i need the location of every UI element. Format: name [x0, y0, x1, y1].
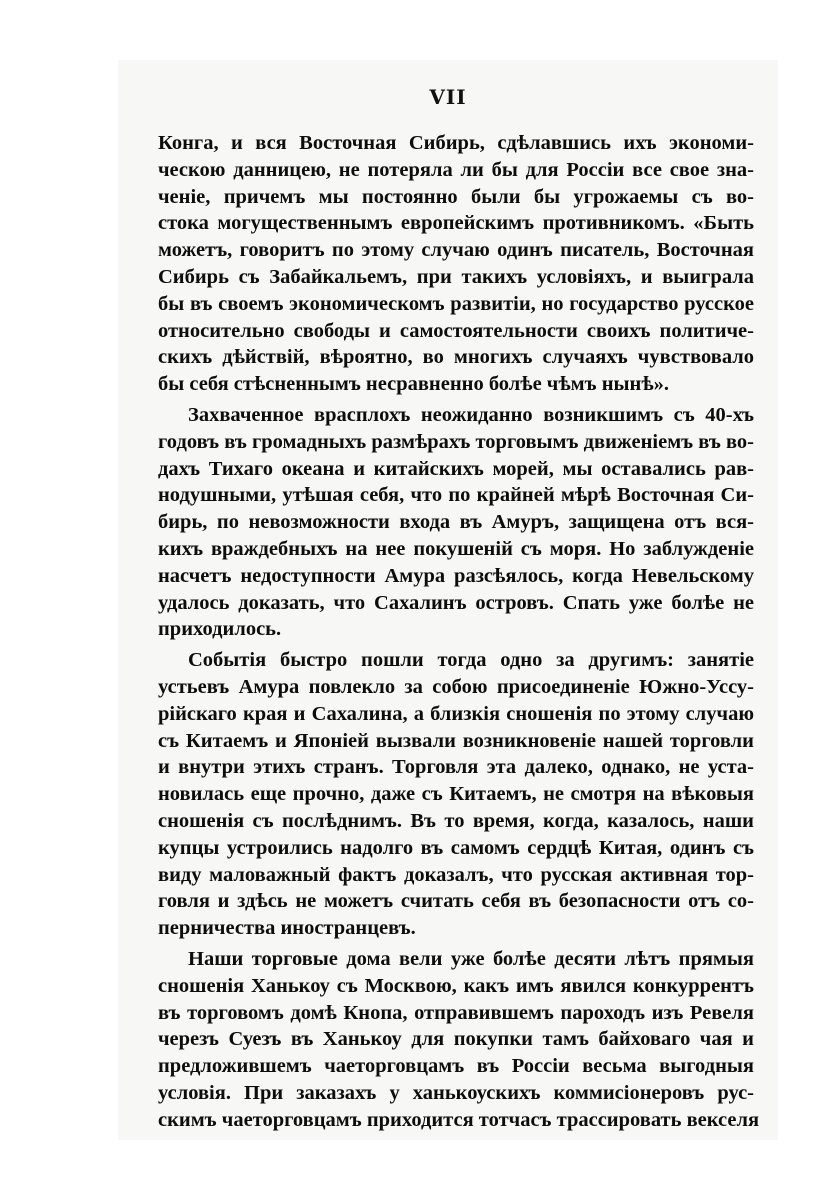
text-line: новилась еще прочно, даже съ Китаемъ, не смотря на вѣковыя	[158, 783, 754, 806]
text-line: перничества иностранцевъ.	[158, 917, 416, 940]
text-line: ческою данницею, не потеряла ли бы для Россіи все свое зна-	[158, 158, 754, 181]
text-line: Захваченное врасплохъ неожиданно возникшимъ съ 40-хъ	[188, 403, 754, 426]
text-line: и внутри этихъ странъ. Торговля эта далеко, однако, не уста-	[158, 756, 754, 779]
text-line: дахъ Тихаго океана и китайскихъ морей, мы оставались рав-	[158, 457, 754, 480]
text-line: Наши торговые дома вели уже болѣе десяти лѣтъ прямыя	[188, 947, 754, 970]
text-line: виду маловажный фактъ доказалъ, что русская активная тор-	[158, 863, 754, 886]
text-line: купцы устроились надолго въ самомъ сердцѣ Китая, одинъ съ	[158, 836, 754, 859]
text-line: съ Китаемъ и Японіей вызвали возникновеніе нашей торговли	[158, 729, 754, 752]
text-line: Событія быстро пошли тогда одно за другимъ: занятіе	[188, 649, 754, 672]
text-line: стока могущественнымъ европейскимъ противникомъ. «Быть	[158, 212, 754, 235]
book-page	[118, 60, 778, 1140]
text-line: ченіе, причемъ мы постоянно были бы угрожаемы съ во-	[158, 185, 754, 208]
text-line: рійскаго края и Сахалина, а близкія сношенія по этому случаю	[158, 702, 754, 725]
page-number: VII	[429, 85, 467, 109]
text-line: кихъ враждебныхъ на нее покушеній съ моря. Но заблужденіе	[158, 537, 754, 560]
paragraph	[158, 647, 754, 942]
text-line: предложившемъ чаеторговцамъ въ Россіи весьма выгодныя	[158, 1055, 754, 1078]
text-line: скихъ дѣйствій, вѣроятно, во многихъ случаяхъ чувствовало	[158, 346, 754, 369]
text-line: сношенія съ послѣднимъ. Въ то время, когда, казалось, наши	[158, 809, 754, 832]
text-line: черезъ Суезъ въ Ханькоу для покупки тамъ байховаго чая и	[158, 1028, 754, 1051]
text-line: бы себя стѣсненнымъ несравненно болѣе чѣмъ нынѣ».	[158, 373, 670, 396]
text-line: бирь, по невозможности входа въ Амуръ, защищена отъ вся-	[158, 511, 754, 534]
paragraph	[158, 130, 754, 398]
text-line: устьевъ Амура повлекло за собою присоединеніе Южно-Уссу-	[158, 675, 754, 698]
text-line: Конга, и вся Восточная Сибирь, сдѣлавшись ихъ экономи-	[158, 132, 754, 154]
text-line: скимъ чаеторговцамъ приходится тотчасъ трассировать векселя	[158, 1108, 760, 1131]
text-line: говля и здѣсь не можетъ считать себя въ безопасности отъ со-	[158, 890, 754, 913]
text-line: можетъ, говоритъ по этому случаю одинъ писатель, Восточная	[158, 239, 754, 262]
paragraph	[158, 946, 760, 1134]
text-line: нодушными, утѣшая себя, что по крайней мѣрѣ Восточная Си-	[158, 484, 754, 507]
text-line: относительно свободы и самостоятельности своихъ политиче-	[158, 319, 754, 342]
text-line: приходилось.	[158, 618, 282, 641]
paragraph	[158, 402, 754, 643]
text-line: насчетъ недоступности Амура разсѣялось, когда Невельскому	[158, 564, 754, 587]
text-line: годовъ въ громадныхъ размѣрахъ торговымъ движеніемъ въ во-	[158, 430, 754, 453]
text-line: Сибирь съ Забайкальемъ, при такихъ условіяхъ, и выиграла	[158, 265, 754, 288]
text-line: въ торговомъ домѣ Кнопа, отправившемъ пароходъ изъ Ревеля	[158, 1001, 754, 1024]
text-line: бы въ своемъ экономическомъ развитіи, но государство русское	[158, 292, 754, 315]
text-line: условія. При заказахъ у ханькоускихъ коммисіонеровъ рус-	[158, 1081, 754, 1104]
body-text	[158, 130, 760, 1137]
text-line: удалось доказать, что Сахалинъ островъ. Спать уже болѣе не	[158, 591, 754, 614]
text-line: сношенія Ханькоу съ Москвою, какъ имъ явился конкуррентъ	[158, 974, 754, 997]
